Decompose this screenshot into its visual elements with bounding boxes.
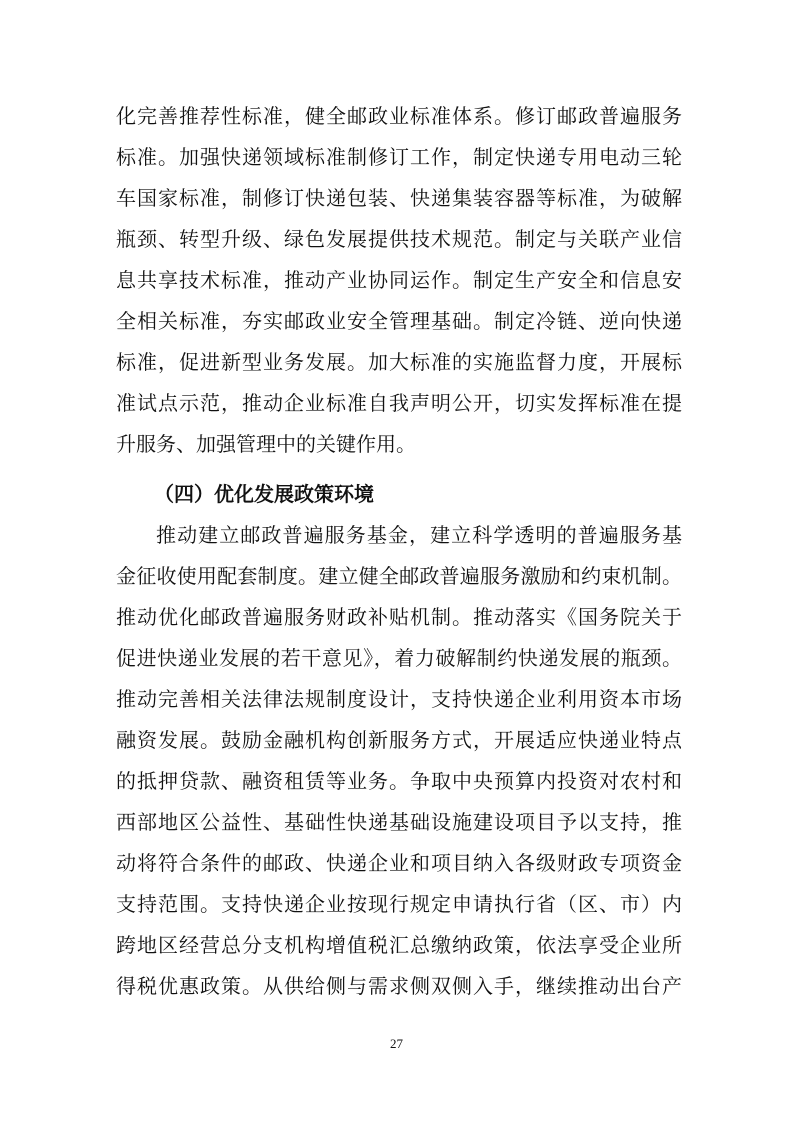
- text-line: 车国家标准，制修订快递包装、快递集装容器等标准，为破解: [116, 186, 682, 210]
- text-line: 金征收使用配套制度。建立健全邮政普遍服务激励和约束机制。: [116, 564, 682, 588]
- paragraph-policy: [116, 515, 682, 1007]
- text-line: 促进快递业发展的若干意见》，着力破解制约快递发展的瓶颈。: [116, 646, 682, 670]
- text-line: 推动优化邮政普遍服务财政补贴机制。推动落实《国务院关于: [116, 605, 682, 629]
- section-heading: （四）优化发展政策环境: [154, 482, 374, 506]
- text-line: 标准，促进新型业务发展。加大标准的实施监督力度，开展标: [116, 350, 682, 374]
- text-line: 全相关标准，夯实邮政业安全管理基础。制定冷链、逆向快递: [116, 309, 682, 333]
- text-line: 推动完善相关法律法规制度设计，支持快递企业利用资本市场: [116, 687, 682, 711]
- text-line: 推动建立邮政普遍服务基金，建立科学透明的普遍服务基: [156, 523, 682, 547]
- text-line: 瓶颈、转型升级、绿色发展提供技术规范。制定与关联产业信: [116, 227, 682, 251]
- page-number: 27: [390, 1036, 403, 1051]
- text-line: 跨地区经营总分支机构增值税汇总缴纳政策，依法享受企业所: [116, 933, 682, 957]
- text-line: 标准。加强快递领域标准制修订工作，制定快递专用电动三轮: [116, 145, 682, 169]
- text-line: 准试点示范，推动企业标准自我声明公开，切实发挥标准在提: [116, 391, 682, 415]
- paragraph-standards: [116, 96, 682, 465]
- text-line: 西部地区公益性、基础性快递基础设施建设项目予以支持，推: [116, 810, 682, 834]
- text-line: 化完善推荐性标准，健全邮政业标准体系。修订邮政普遍服务: [116, 104, 682, 128]
- text-line: 融资发展。鼓励金融机构创新服务方式，开展适应快递业特点: [116, 728, 682, 752]
- text-line: 的抵押贷款、融资租赁等业务。争取中央预算内投资对农村和: [116, 769, 682, 793]
- text-line: 升服务、加强管理中的关键作用。: [116, 432, 416, 456]
- text-line: 息共享技术标准，推动产业协同运作。制定生产安全和信息安: [116, 268, 682, 292]
- text-line: 得税优惠政策。从供给侧与需求侧双侧入手，继续推动出台产: [116, 974, 682, 998]
- text-line: 动将符合条件的邮政、快递企业和项目纳入各级财政专项资金: [116, 851, 682, 875]
- text-line: 支持范围。支持快递企业按现行规定申请执行省（区、市）内: [116, 892, 682, 916]
